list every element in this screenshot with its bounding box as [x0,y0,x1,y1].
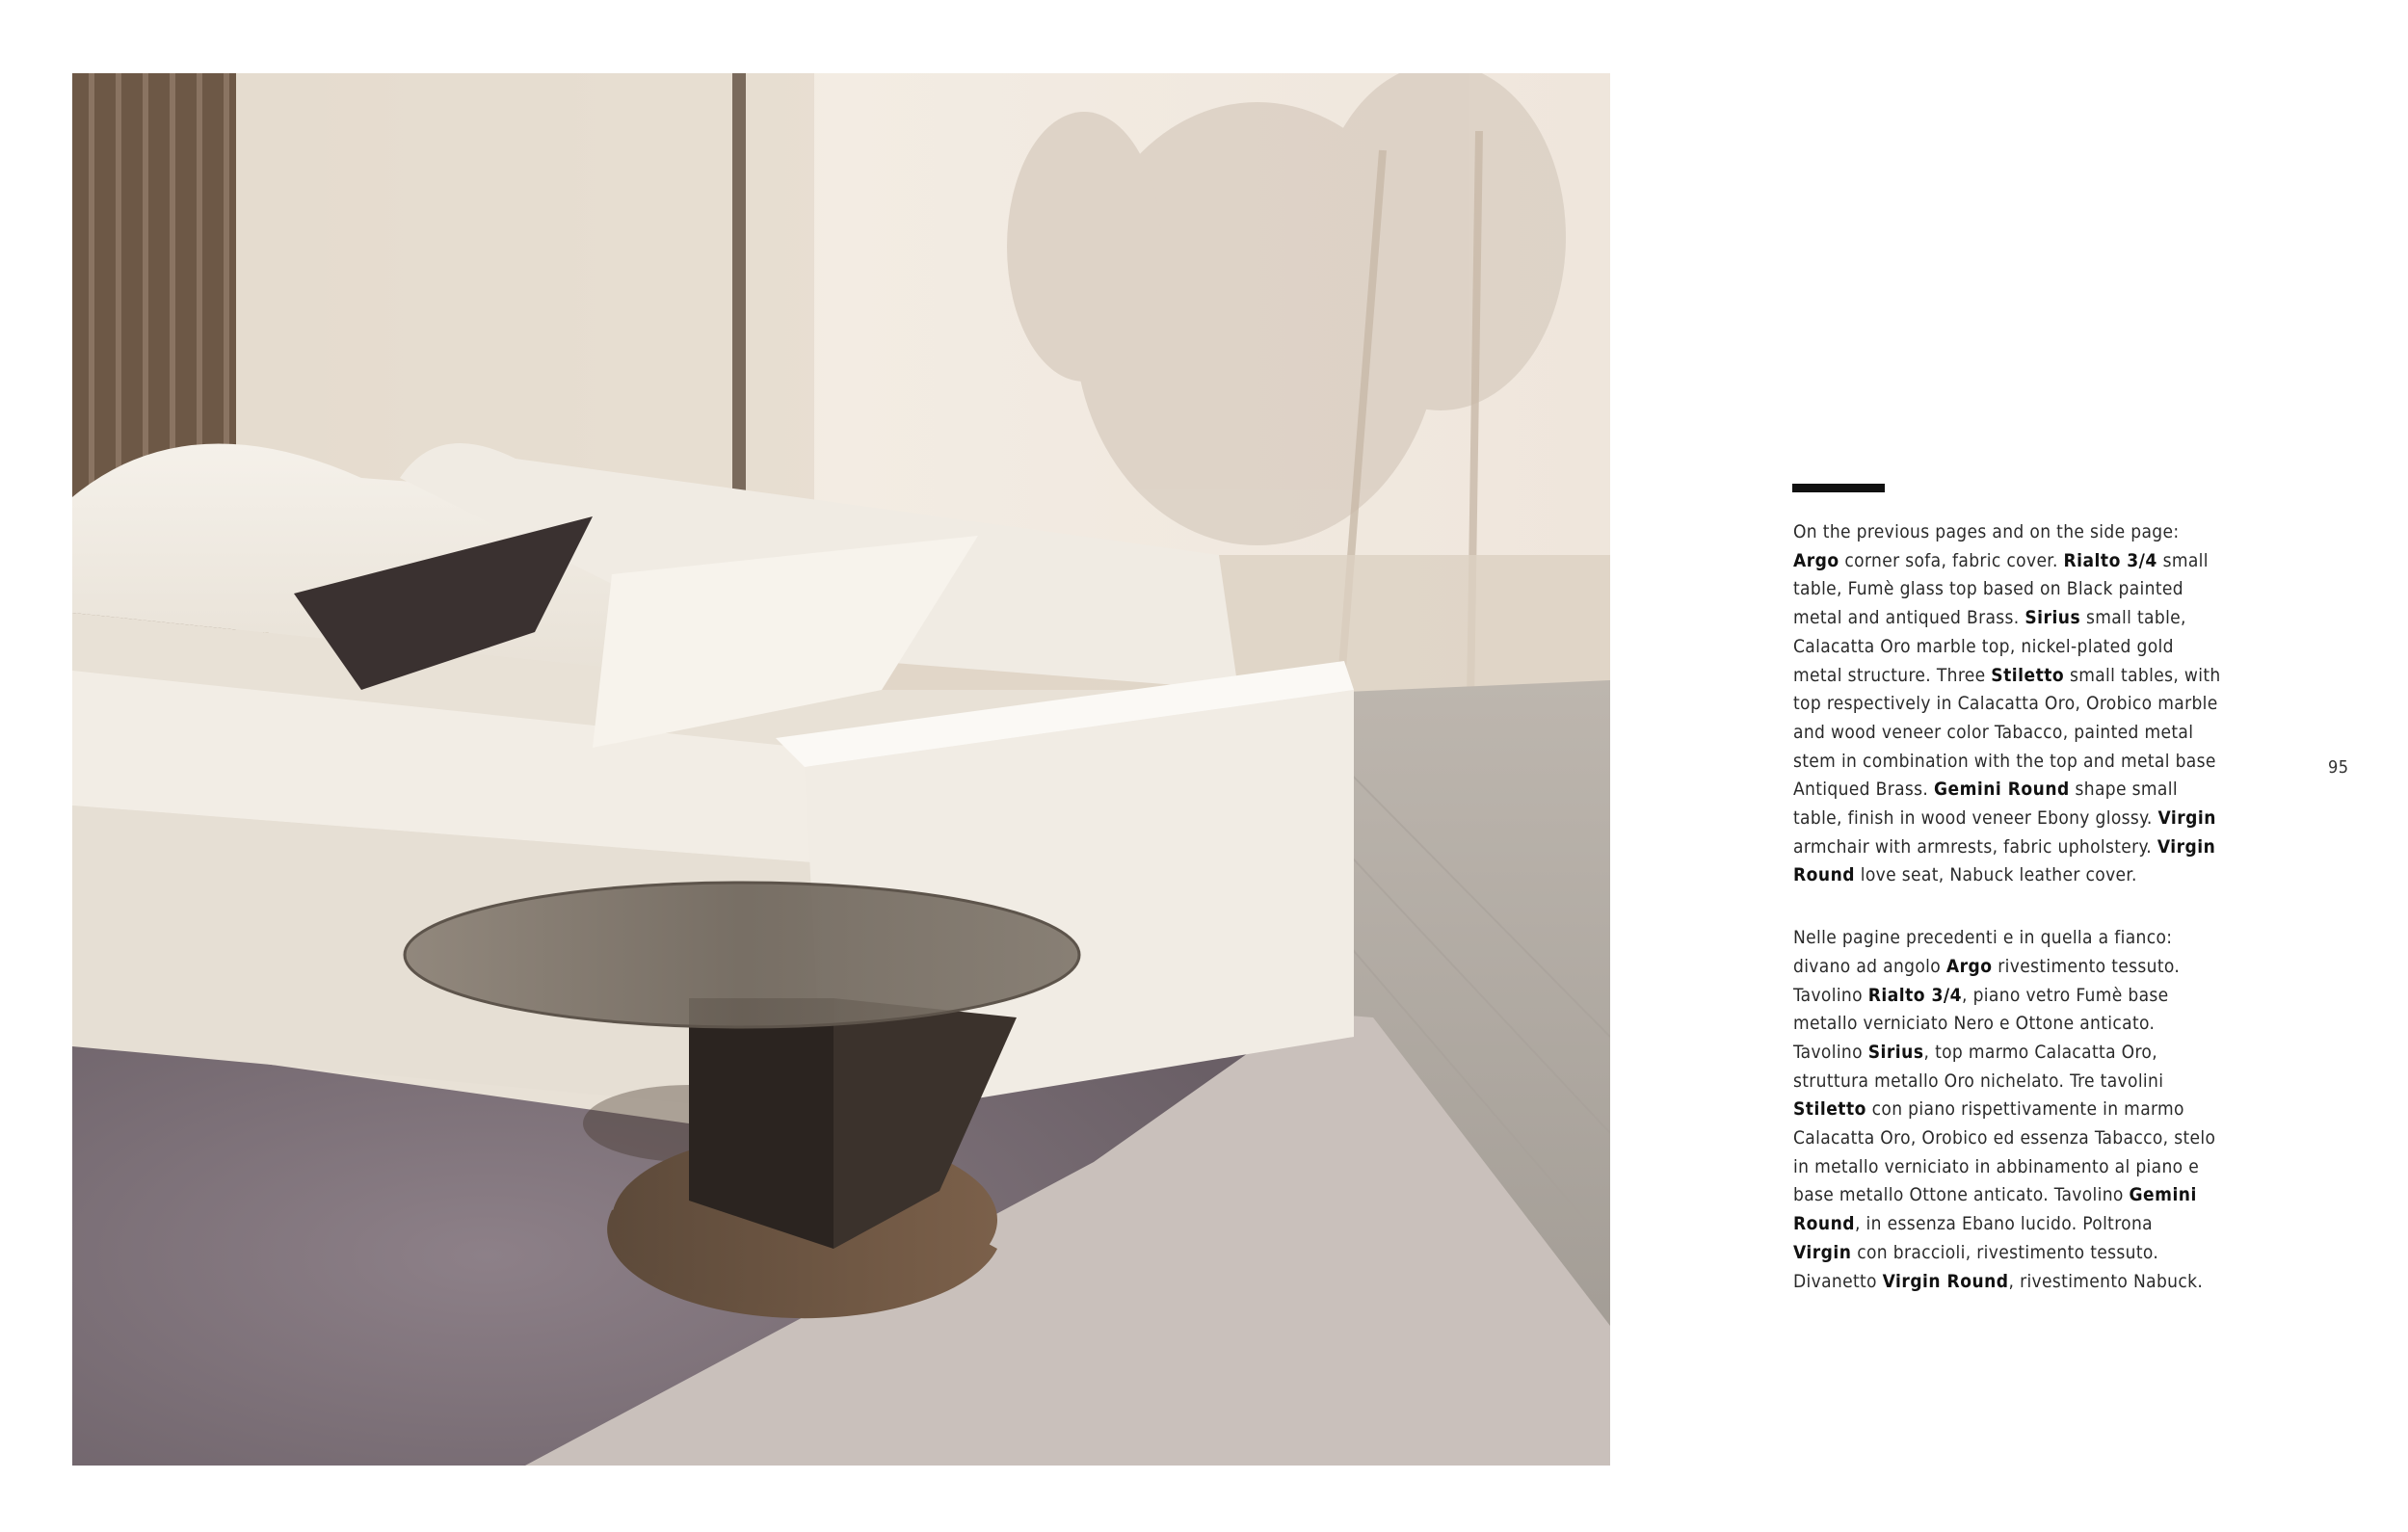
product-name: Round [1793,864,1855,886]
caption-text: struttura metallo Oro nichelato. Tre tavolini [1793,1070,2164,1092]
product-photo [72,73,1610,1466]
caption-text: shape small [2069,779,2178,801]
caption-text: divano ad angolo [1793,955,1946,977]
caption-text: rivestimento tessuto. [1992,955,2181,977]
product-name: Rialto 3/4 [1867,984,1963,1006]
caption-text: Calacatta Oro marble top, nickel-plated gold [1793,635,2174,657]
caption-text: love seat, Nabuck leather cover. [1855,864,2137,886]
caption-column [1793,518,2221,1296]
caption-text: , piano vetro Fumè base [1962,984,2169,1006]
caption-text: armchair with armrests, fabric upholstery. [1793,835,2157,858]
caption-text: top respectively in Calacatta Oro, Orobico marble [1793,693,2218,715]
caption-text: and wood veneer color Tabacco, painted metal [1793,721,2194,743]
product-name: Gemini Round [1933,779,2070,801]
product-name: Sirius [2024,607,2081,629]
caption-text: base metallo Ottone anticato. Tavolino [1793,1184,2130,1206]
product-name: Virgin [1793,1241,1852,1263]
caption-text: in metallo verniciato in abbinamento al piano e [1793,1155,2200,1177]
product-name: Round [1793,1213,1855,1235]
caption-text: con piano rispettivamente in marmo [1866,1098,2184,1121]
caption-text: On the previous pages and on the side page: [1793,521,2180,542]
product-name: Stiletto [1991,664,2065,686]
caption-text: corner sofa, fabric cover. [1839,549,2064,571]
product-name: Virgin [2157,807,2216,830]
product-name: Gemini [2129,1184,2197,1206]
caption-text: , top marmo Calacatta Oro, [1923,1041,2158,1063]
caption-text: table, Fumè glass top based on Black painted [1793,578,2183,600]
caption-text: metal and antiqued Brass. [1793,607,2025,629]
product-name: Virgin Round [1882,1270,2009,1292]
accent-rule [1792,484,1885,492]
sofa-scene-illustration [72,73,1610,1466]
caption-text: con braccioli, rivestimento tessuto. [1851,1241,2159,1263]
product-name: Argo [1793,549,1839,571]
caption-text: small tables, with [2064,664,2221,686]
product-name: Sirius [1867,1041,1924,1063]
caption-text: Calacatta Oro, Orobico ed essenza Tabacco, stelo [1793,1127,2216,1149]
caption-text: small [2157,549,2209,571]
caption-text: , rivestimento Nabuck. [2008,1270,2204,1292]
caption-text: , in essenza Ebano lucido. Poltrona [1855,1213,2153,1235]
caption-text: metal structure. Three [1793,664,1992,686]
product-name: Stiletto [1793,1098,1866,1121]
caption-text: stem in combination with the top and metal base [1793,750,2216,772]
product-name: Rialto 3/4 [2063,549,2157,571]
page-number: 95 [2328,757,2349,778]
caption-text: Tavolino [1793,984,1868,1006]
caption-text: Nelle pagine precedenti e in quella a fianco: [1793,927,2173,949]
caption-italian [1793,924,2216,1296]
caption-text: table, finish in wood veneer Ebony glossy. [1793,807,2158,830]
product-name: Virgin [2157,835,2216,858]
caption-english [1793,518,2221,890]
caption-text: metallo verniciato Nero e Ottone anticato. [1793,1013,2156,1035]
caption-text: Divanetto [1793,1270,1883,1292]
caption-text: Tavolino [1793,1041,1868,1063]
caption-text: small table, [2080,607,2186,629]
product-name: Argo [1945,955,1993,977]
caption-text: Antiqued Brass. [1793,779,1934,801]
